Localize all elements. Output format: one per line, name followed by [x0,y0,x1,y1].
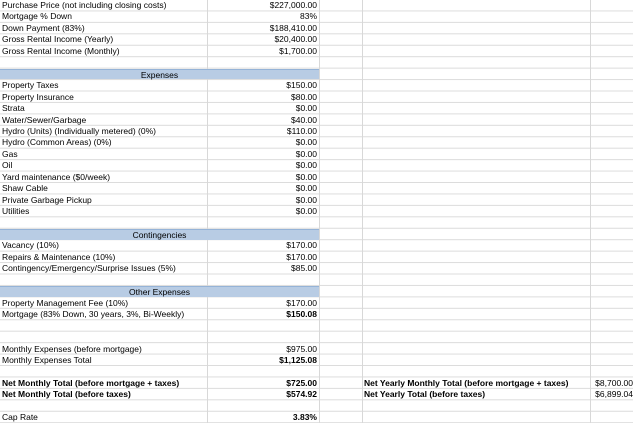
row-label-cell[interactable]: Gross Rental Income (Monthly) [2,45,120,56]
spreadsheet-row [0,263,633,274]
spreadsheet-row [0,229,633,240]
row-value-cell[interactable] [208,401,318,412]
spreadsheet-row [0,115,633,126]
row-label-cell[interactable]: Property Insurance [2,91,74,102]
row-value-cell[interactable]: $227,000.00 [269,0,317,10]
row-label-cell[interactable]: Property Management Fee (10%) [2,297,129,308]
row-value-cell[interactable]: $0.00 [295,160,317,171]
spreadsheet-row [0,195,633,206]
spreadsheet-row [0,80,633,91]
row-value-cell[interactable]: $0.00 [295,148,317,159]
spreadsheet-row [0,332,633,343]
row-value-cell[interactable]: $80.00 [291,91,317,102]
row-value-cell[interactable]: $40.00 [291,114,317,125]
section-header: Contingencies [0,229,319,240]
row-value-cell[interactable]: $574.92 [286,389,317,400]
spreadsheet-row [0,172,633,183]
row-label-cell[interactable] [2,332,207,343]
spreadsheet-row [0,412,633,423]
row-value-cell[interactable]: $150.00 [286,80,317,91]
spreadsheet-row [0,69,633,80]
row-value-cell[interactable] [208,321,318,332]
row-label-cell[interactable]: Private Garbage Pickup [2,194,92,205]
spreadsheet-row [0,252,633,263]
spreadsheet-row [0,321,633,332]
row-label-cell[interactable]: Oil [2,160,13,171]
spreadsheet-row [0,298,633,309]
row-value-cell[interactable]: $0.00 [295,103,317,114]
spreadsheet-row [0,46,633,57]
spreadsheet-row [0,401,633,412]
spreadsheet-row [0,149,633,160]
row-label-cell[interactable]: Property Taxes [2,80,59,91]
row-value-cell[interactable]: 83% [299,11,317,22]
row-label-cell[interactable]: Shaw Cable [2,183,48,194]
row-label-cell[interactable]: Repairs & Maintenance (10%) [2,251,116,262]
row-value-cell[interactable]: $188,410.00 [269,22,317,33]
row-label-cell[interactable] [2,57,207,68]
row-value-cell[interactable]: $975.00 [286,343,317,354]
spreadsheet-row [0,34,633,45]
spreadsheet-row [0,160,633,171]
row-label-cell[interactable]: Vacancy (10%) [2,240,60,251]
row-value-cell[interactable]: $0.00 [295,183,317,194]
spreadsheet-row [0,57,633,68]
row-label-cell[interactable]: Gas [2,148,18,159]
spreadsheet-row [0,309,633,320]
row-label-cell[interactable]: Down Payment (83%) [2,22,85,33]
spreadsheet-row [0,137,633,148]
row-value-cell[interactable]: $110.00 [286,125,317,136]
spreadsheet-row [0,240,633,251]
spreadsheet-row [0,103,633,114]
row-label-cell[interactable]: Hydro (Common Areas) (0%) [2,137,112,148]
row-value-cell[interactable]: $170.00 [286,240,317,251]
spreadsheet-row [0,355,633,366]
spreadsheet-row [0,286,633,297]
row-label-cell[interactable]: Mortgage (83% Down, 30 years, 3%, Bi-Weekly) [2,309,185,320]
row-label-cell[interactable]: Yard maintenance ($0/week) [2,171,111,182]
row-value-cell[interactable]: $20,400.00 [274,34,317,45]
row-label-cell[interactable]: Utilities [2,206,30,217]
row-value-cell[interactable] [208,57,318,68]
row-value-cell[interactable]: $85.00 [291,263,317,274]
row-value-cell[interactable]: $0.00 [295,206,317,217]
spreadsheet-row [0,275,633,286]
row-value-cell[interactable] [208,366,318,377]
row-label-cell[interactable]: Net Monthly Total (before mortgage + taxes) [2,377,180,388]
spreadsheet-row [0,206,633,217]
row-label-cell[interactable]: Hydro (Units) (Individually metered) (0%) [2,125,156,136]
row-value-cell[interactable] [208,275,318,286]
spreadsheet-row [0,389,633,400]
row-label-cell[interactable]: Mortgage % Down [2,11,72,22]
spreadsheet-row [0,218,633,229]
spreadsheet-row [0,126,633,137]
row-label-cell[interactable]: Contingency/Emergency/Surprise Issues (5%) [2,263,176,274]
row-label-cell[interactable]: Water/Sewer/Garbage [2,114,87,125]
row-label-cell[interactable]: Monthly Expenses Total [2,354,92,365]
yearly-value-cell[interactable]: $6,899.04 [595,389,633,400]
row-value-cell[interactable] [208,332,318,343]
row-value-cell[interactable]: $0.00 [295,171,317,182]
spreadsheet-row [0,344,633,355]
spreadsheet-row [0,378,633,389]
section-header: Other Expenses [0,286,319,297]
row-label-cell[interactable]: Cap Rate [2,412,38,423]
spreadsheet-row [0,92,633,103]
section-header: Expenses [0,69,319,80]
row-label-cell[interactable]: Net Monthly Total (before taxes) [2,389,131,400]
row-value-cell[interactable]: $170.00 [286,297,317,308]
row-value-cell[interactable]: $150.08 [286,309,317,320]
row-value-cell[interactable]: $0.00 [295,137,317,148]
spreadsheet-row [0,183,633,194]
row-label-cell[interactable]: Monthly Expenses (before mortgage) [2,343,142,354]
row-label-cell[interactable] [2,401,207,412]
row-value-cell[interactable]: 3.83% [292,412,317,423]
yearly-value-cell[interactable]: $8,700.00 [595,377,633,388]
row-value-cell[interactable]: $725.00 [286,377,317,388]
spreadsheet-row [0,366,633,377]
row-label-cell[interactable] [2,218,207,229]
row-value-cell[interactable]: $1,700.00 [279,45,317,56]
row-label-cell[interactable] [2,275,207,286]
yearly-label-cell[interactable]: Net Yearly Total (before taxes) [364,389,486,400]
spreadsheet-row [0,11,633,22]
row-label-cell[interactable] [2,366,207,377]
row-label-cell[interactable]: Purchase Price (not including closing costs) [2,0,167,10]
row-label-cell[interactable]: Gross Rental Income (Yearly) [2,34,114,45]
spreadsheet-row [0,23,633,34]
row-label-cell[interactable] [2,321,207,332]
row-label-cell[interactable]: Strata [2,103,25,114]
row-value-cell[interactable]: $0.00 [295,194,317,205]
yearly-label-cell[interactable]: Net Yearly Monthly Total (before mortgage + taxes) [364,377,569,388]
row-value-cell[interactable]: $170.00 [286,251,317,262]
spreadsheet-row [0,0,633,11]
row-value-cell[interactable] [208,218,318,229]
row-value-cell[interactable]: $1,125.08 [279,354,317,365]
